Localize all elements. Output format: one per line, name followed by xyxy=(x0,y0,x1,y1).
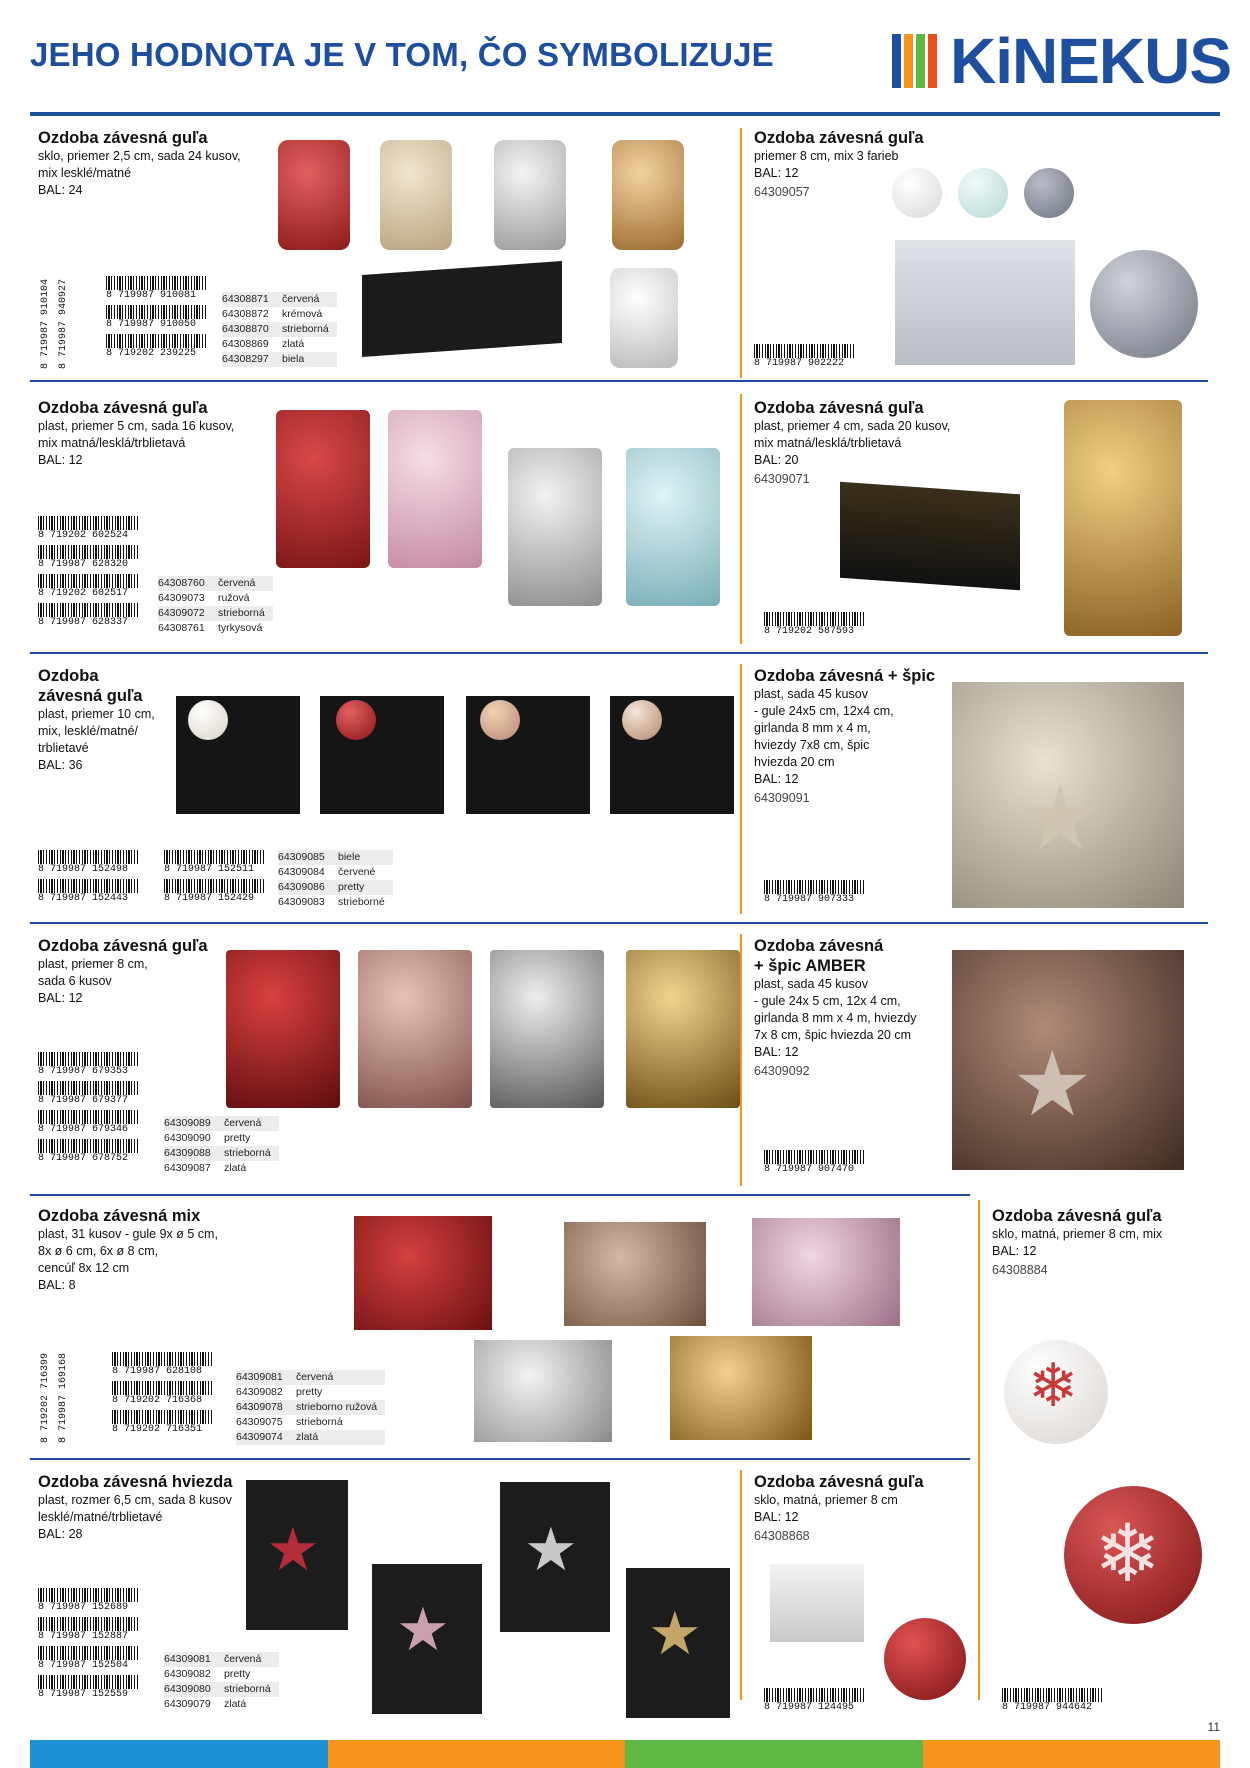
product-description: sklo, matná, priemer 8 cm BAL: 12 xyxy=(754,1493,898,1524)
product-description: plast, sada 45 kusov - gule 24x 5 cm, 12x 4 cm, girlanda 8 mm x 4 m, hviezdy 7x 8 cm, špic hviezda 20 cm BAL: 12 xyxy=(754,977,917,1059)
product-image xyxy=(840,482,1020,591)
barcode: 8 719202 716399 xyxy=(40,1352,51,1443)
barcode: 8 719987 124495 xyxy=(764,1688,864,1713)
product-block xyxy=(38,666,188,774)
page-number: 11 xyxy=(1207,1720,1220,1734)
product-code: 64309091 xyxy=(754,791,810,805)
column-divider xyxy=(740,934,742,1186)
star-ornament-icon: ★ xyxy=(524,1516,578,1583)
product-title: Ozdoba závesná guľa xyxy=(754,399,924,417)
logo-text: KiNEKUS xyxy=(950,25,1232,97)
variant-list: 64308760 červená 64309073 ružová 64309072 strieborná 64308761 tyrkysová xyxy=(158,576,273,636)
product-image xyxy=(226,950,340,1108)
variant-list: 64309089 červená 64309090 pretty 64309088 strieborná 64309087 zlatá xyxy=(164,1116,279,1176)
product-image xyxy=(564,1222,706,1326)
product-description: plast, priemer 4 cm, sada 20 kusov, mix matná/lesklá/trblietavá BAL: 20 xyxy=(754,419,951,467)
variant-list: 64308871 červená 64308872 krémová 64308870 strieborná 64308869 zlatá 64308297 biela xyxy=(222,292,337,367)
product-image xyxy=(494,140,566,250)
product-title: Ozdoba závesná guľa xyxy=(754,129,924,147)
product-block xyxy=(754,1472,954,1545)
product-title: Ozdoba závesná + špic xyxy=(754,667,936,685)
product-description: plast, priemer 5 cm, sada 16 kusov, mix matná/lesklá/trblietavá BAL: 12 xyxy=(38,419,235,467)
product-block xyxy=(38,398,278,469)
row-divider xyxy=(30,1458,970,1460)
barcode: 8 719987 152498 xyxy=(38,850,138,875)
product-image xyxy=(770,1564,864,1642)
variant-list: 64309081 červená 64309082 pretty 64309078 strieborno ružová 64309075 strieborná 64309074 zlatá xyxy=(236,1370,385,1445)
ornament-image xyxy=(188,700,228,740)
product-image xyxy=(610,268,678,368)
product-block xyxy=(38,128,278,199)
barcode: 8 719987 940927 xyxy=(58,278,69,369)
star-topper-icon: ★ xyxy=(1012,1035,1093,1135)
barcode: 8 719987 678752 xyxy=(38,1139,138,1164)
product-block xyxy=(992,1206,1212,1279)
snowflake-icon: ❄ xyxy=(1094,1509,1162,1598)
barcode: 8 719987 907470 xyxy=(764,1150,864,1175)
barcode: 8 719987 152689 xyxy=(38,1588,138,1613)
ornament-image xyxy=(1090,250,1198,358)
column-divider xyxy=(740,664,742,914)
product-block xyxy=(38,936,238,1007)
product-title: Ozdoba závesná guľa xyxy=(38,937,208,955)
barcode: 8 719987 152504 xyxy=(38,1646,138,1671)
product-image xyxy=(388,410,482,568)
product-title: Ozdoba závesná guľa xyxy=(754,1473,924,1491)
barcode: 8 719987 902222 xyxy=(754,344,854,369)
product-image xyxy=(380,140,452,250)
product-image xyxy=(752,1218,900,1326)
row-divider xyxy=(30,652,1208,654)
product-description: plast, 31 kusov - gule 9x ø 5 cm, 8x ø 6 cm, 6x ø 8 cm, cencúľ 8x 12 cm BAL: 8 xyxy=(38,1227,218,1292)
product-description: sklo, matná, priemer 8 cm, mix BAL: 12 xyxy=(992,1227,1163,1258)
header-divider xyxy=(30,112,1220,116)
ornament-image xyxy=(480,700,520,740)
column-divider xyxy=(740,1470,742,1700)
product-image xyxy=(895,240,1075,365)
row-divider xyxy=(30,1194,970,1196)
barcode: 8 719987 944642 xyxy=(1002,1688,1102,1713)
row-divider xyxy=(30,380,1208,382)
column-divider xyxy=(978,1200,980,1700)
barcode: 8 719987 910050 xyxy=(106,305,206,330)
product-image xyxy=(626,950,740,1108)
logo-bars-icon xyxy=(892,34,940,88)
product-image xyxy=(626,448,720,606)
barcode: 8 719202 602517 xyxy=(38,574,138,599)
product-block xyxy=(754,666,954,807)
product-image xyxy=(490,950,604,1108)
variant-list: 64309081 červená 64309082 pretty 64309080 strieborná 64309079 zlatá xyxy=(164,1652,279,1712)
product-code: 64309071 xyxy=(754,472,810,486)
ornament-image xyxy=(1024,168,1074,218)
row-divider xyxy=(30,922,1208,924)
barcode: 8 719987 152887 xyxy=(38,1617,138,1642)
kinekus-logo xyxy=(892,25,1232,97)
product-title: Ozdoba závesná guľa xyxy=(38,129,208,147)
column-divider xyxy=(740,128,742,378)
barcode: 8 719987 169168 xyxy=(58,1352,69,1443)
product-description: sklo, priemer 2,5 cm, sada 24 kusov, mix lesklé/matné BAL: 24 xyxy=(38,149,241,197)
star-ornament-icon: ★ xyxy=(266,1516,320,1583)
product-image xyxy=(508,448,602,606)
star-ornament-icon: ★ xyxy=(396,1596,450,1663)
barcode: 8 719987 679353 xyxy=(38,1052,138,1077)
product-code: 64308884 xyxy=(992,1263,1048,1277)
footer-color-bar xyxy=(30,1740,1220,1768)
product-title: Ozdoba závesná guľa xyxy=(38,667,143,705)
ornament-image xyxy=(884,1618,966,1700)
barcode: 8 719202 716368 xyxy=(112,1381,212,1406)
variant-list: 64309085 biele 64309084 červené 64309086 pretty 64309083 strieborné xyxy=(278,850,393,910)
product-image xyxy=(278,140,350,250)
product-title: Ozdoba závesná mix xyxy=(38,1207,201,1225)
barcode: 8 719202 716351 xyxy=(112,1410,212,1435)
product-image xyxy=(1064,400,1182,636)
product-title: Ozdoba závesná guľa xyxy=(38,399,208,417)
ornament-image xyxy=(622,700,662,740)
product-image xyxy=(362,261,562,357)
barcode: 8 719202 587593 xyxy=(764,612,864,637)
ornament-image xyxy=(336,700,376,740)
ornament-image xyxy=(892,168,942,218)
star-topper-icon: ★ xyxy=(1020,769,1101,869)
product-code: 64308868 xyxy=(754,1529,810,1543)
product-description: plast, priemer 10 cm, mix, lesklé/matné/ trblietavé BAL: 36 xyxy=(38,707,155,772)
product-image xyxy=(474,1340,612,1442)
barcode: 8 719987 910104 xyxy=(40,278,51,369)
product-description: plast, priemer 8 cm, sada 6 kusov BAL: 12 xyxy=(38,957,148,1005)
product-description: plast, rozmer 6,5 cm, sada 8 kusov lesklé/matné/trblietavé BAL: 28 xyxy=(38,1493,232,1541)
barcode: 8 719987 152443 xyxy=(38,879,138,904)
product-title: Ozdoba závesná guľa xyxy=(992,1207,1162,1225)
product-block xyxy=(38,1206,278,1294)
star-ornament-icon: ★ xyxy=(648,1600,702,1667)
barcode: 8 719987 910081 xyxy=(106,276,206,301)
product-code: 64309057 xyxy=(754,185,810,199)
product-image xyxy=(354,1216,492,1330)
barcode: 8 719987 152429 xyxy=(164,879,264,904)
product-description: plast, sada 45 kusov - gule 24x5 cm, 12x4 cm, girlanda 8 mm x 4 m, hviezdy 7x8 cm, špic hviezda 20 cm BAL: 12 xyxy=(754,687,894,786)
column-divider xyxy=(740,394,742,644)
ornament-image xyxy=(958,168,1008,218)
barcode: 8 719202 239225 xyxy=(106,334,206,359)
product-image xyxy=(276,410,370,568)
product-title: Ozdoba závesná + špic AMBER xyxy=(754,937,884,975)
page-headline: JEHO HODNOTA JE V TOM, ČO SYMBOLIZUJE xyxy=(30,36,774,73)
barcode: 8 719987 628108 xyxy=(112,1352,212,1377)
barcode: 8 719987 628320 xyxy=(38,545,138,570)
barcode: 8 719987 152559 xyxy=(38,1675,138,1700)
barcode: 8 719987 628337 xyxy=(38,603,138,628)
product-block xyxy=(38,1472,278,1543)
product-image xyxy=(358,950,472,1108)
barcode: 8 719987 152511 xyxy=(164,850,264,875)
barcode: 8 719987 907333 xyxy=(764,880,864,905)
product-title: Ozdoba závesná hviezda xyxy=(38,1473,233,1491)
product-image xyxy=(670,1336,812,1440)
product-block xyxy=(754,936,954,1080)
snowflake-icon: ❄ xyxy=(1028,1352,1079,1419)
product-image xyxy=(612,140,684,250)
product-code: 64309092 xyxy=(754,1064,810,1078)
barcode: 8 719987 679377 xyxy=(38,1081,138,1106)
barcode: 8 719987 679346 xyxy=(38,1110,138,1135)
product-block xyxy=(754,398,994,488)
product-description: priemer 8 cm, mix 3 farieb BAL: 12 xyxy=(754,149,899,180)
barcode: 8 719202 602524 xyxy=(38,516,138,541)
